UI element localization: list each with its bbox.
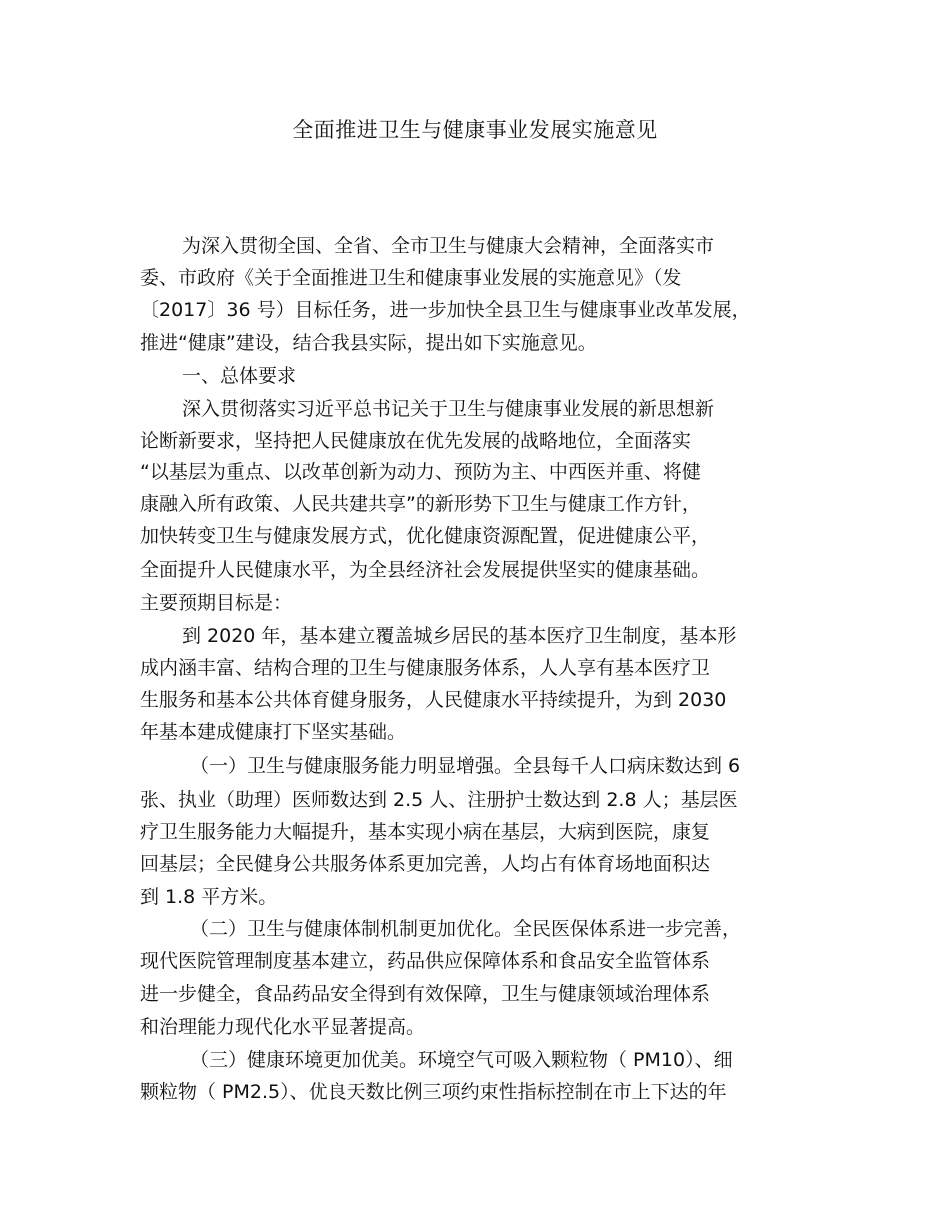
text-line: 主要预期目标是： [140, 592, 293, 614]
text-line: 为深入贯彻全国、全省、全市卫生与健康大会精神，全面落实市 [182, 235, 715, 257]
text-line: 〔2017〕36 号）目标任务，进一步加快全县卫生与健康事业改革发展， [140, 299, 751, 321]
text-line: 委、市政府《关于全面推进卫生和健康事业发展的实施意见》（发 [140, 267, 682, 289]
text-line: 康融入所有政策、人民共建共享”的新形势下卫生与健康工作方针， [140, 493, 701, 515]
text-line: （一）卫生与健康服务能力明显增强。全县每千人口病床数达到 6 [190, 755, 741, 777]
text-line: 加快转变卫生与健康发展方式，优化健康资源配置，促进健康公平， [140, 525, 711, 547]
text-line: 和治理能力现代化水平显著提高。 [140, 1016, 426, 1038]
text-line: 现代医院管理制度基本建立，药品供应保障体系和食品安全监管体系 [140, 950, 711, 972]
text-line: 生服务和基本公共体育健身服务，人民健康水平持续提升，为到 2030 [140, 689, 727, 711]
text-line: 全面提升人民健康水平，为全县经济社会发展提供坚实的健康基础。 [140, 559, 711, 581]
text-line: 年基本建成健康打下坚实基础。 [140, 721, 407, 743]
text-line: 回基层；全民健身公共服务体系更加完善，人均占有体育场地面积达 [140, 853, 711, 875]
text-line: 到 2020 年，基本建立覆盖城乡居民的基本医疗卫生制度，基本形 [182, 625, 737, 647]
section-heading: 一、总体要求 [182, 365, 297, 387]
text-line: “以基层为重点、以改革创新为动力、预防为主、中西医并重、将健 [140, 461, 701, 483]
text-line: 成内涵丰富、结构合理的卫生与健康服务体系，人人享有基本医疗卫 [140, 657, 711, 679]
text-line: 深入贯彻落实习近平总书记关于卫生与健康事业发展的新思想新 [182, 398, 715, 420]
text-line: 到 1.8 平方米。 [140, 886, 278, 908]
text-line: 论断新要求，坚持把人民健康放在优先发展的战略地位，全面落实 [140, 430, 692, 452]
text-line: 颗粒物（ PM2.5）、优良天数比例三项约束性指标控制在市上下达的年 [140, 1081, 727, 1103]
text-line: （二）卫生与健康体制机制更加优化。全民医保体系进一步完善， [190, 918, 742, 940]
document-title: 全面推进卫生与健康事业发展实施意见 [292, 118, 658, 142]
text-line: （三）健康环境更加优美。环境空气可吸入颗粒物（ PM10）、细 [190, 1049, 733, 1071]
text-line: 推进“健康”建设，结合我县实际，提出如下实施意见。 [140, 332, 597, 354]
text-line: 疗卫生服务能力大幅提升，基本实现小病在基层，大病到医院，康复 [140, 821, 711, 843]
text-line: 进一步健全，食品药品安全得到有效保障，卫生与健康领域治理体系 [140, 983, 711, 1005]
text-line: 张、执业（助理）医师数达到 2.5 人、注册护士数达到 2.8 人；基层医 [140, 789, 738, 811]
